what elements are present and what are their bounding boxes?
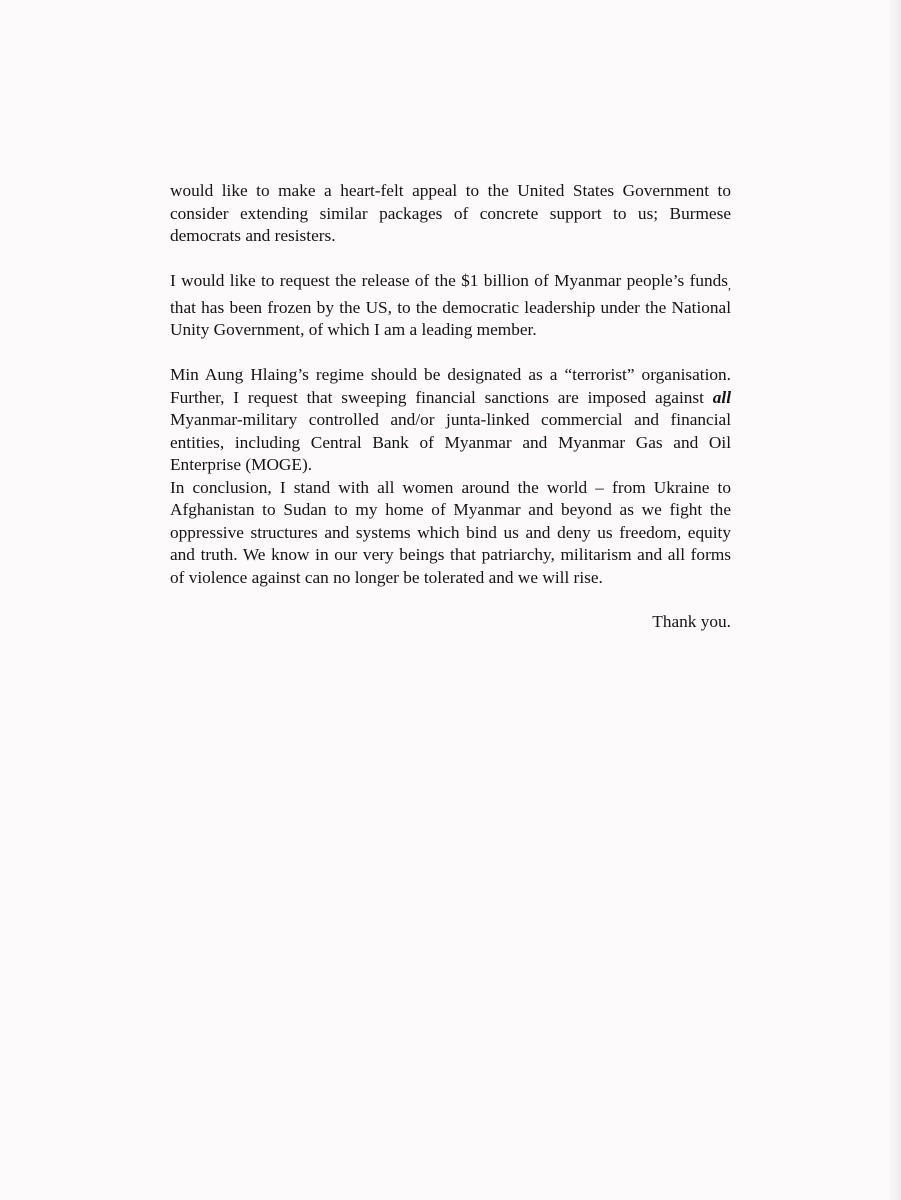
misplaced-comma: , bbox=[728, 278, 731, 292]
paragraph-text: In conclusion, I stand with all women around the world – from Ukraine to Afghanistan to Sudan to my home of Myanmar and beyond as we fight the oppressive structures and systems which bind us and deny us freedom, equity and truth. We know in our very beings that patriarchy, militarism and all forms of violence against can no longer be tolerated and we will rise. bbox=[170, 477, 731, 587]
paragraph-text: Min Aung Hlaing’s regime should be designated as a “terrorist” organisation. Further, I request that sweeping financial sanctions are imposed against bbox=[170, 365, 731, 407]
paragraph-text: that has been frozen by the US, to the democratic leadership under the National Unity Government, of which I am a leading member. bbox=[170, 297, 731, 339]
page-edge-shadow bbox=[889, 0, 901, 1200]
paragraph-text: would like to make a heart-felt appeal to the United States Government to consider extending similar packages of concrete support to us; Burmese democrats and resisters. bbox=[170, 181, 731, 245]
closing-line: Thank you. bbox=[652, 612, 731, 631]
paragraph-appeal bbox=[170, 180, 731, 248]
paragraph-text: I would like to request the release of the $1 billion of Myanmar people’s funds bbox=[170, 271, 728, 290]
paragraph-sanctions bbox=[170, 364, 731, 477]
emphasized-word: all bbox=[712, 387, 731, 407]
paragraph-conclusion bbox=[170, 477, 731, 590]
paragraph-release-funds bbox=[170, 270, 731, 342]
document-body bbox=[170, 180, 731, 634]
paragraph-text: Myanmar-military controlled and/or junta-linked commercial and financial entities, including Central Bank of Myanmar and Myanmar Gas and Oil Enterprise (MOGE). bbox=[170, 410, 731, 474]
